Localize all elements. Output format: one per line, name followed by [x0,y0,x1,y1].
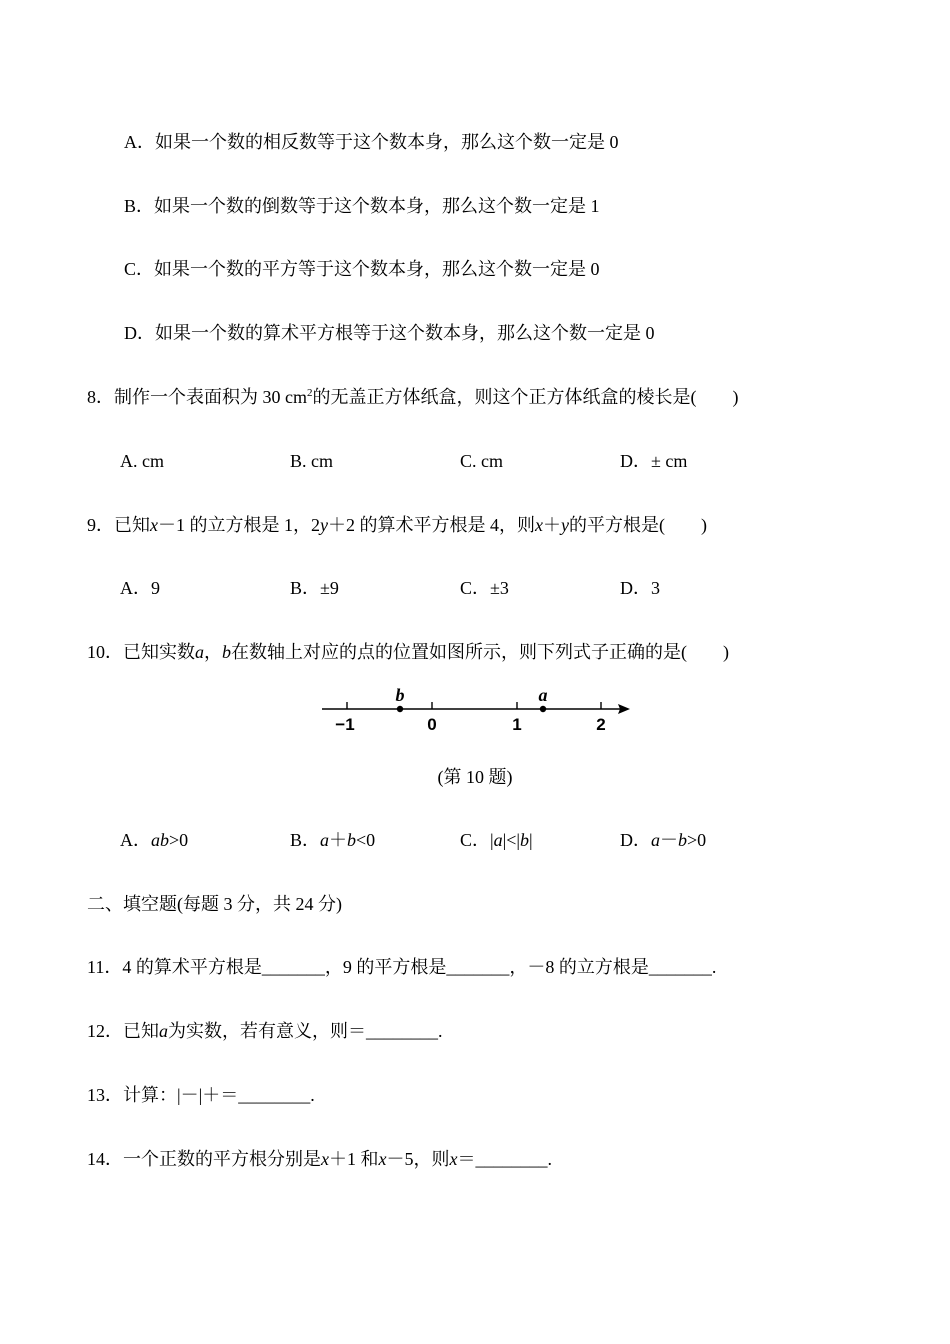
figure-caption: (第 10 题) [437,767,513,787]
point-a-label: a [538,685,548,705]
q7-option-c: C．如果一个数的平方等于这个数本身，那么这个数一定是 0 [124,259,600,279]
q10-option-b: B．a＋b<0 [290,830,376,850]
section-2-title: 二、填空题(每题 3 分，共 24 分) [87,894,342,914]
q13-stem: 13．计算：|－|＋＝________. [87,1085,315,1105]
q8-option-c: C. cm [460,451,503,471]
q9-option-a: A．9 [120,578,160,598]
number-line-figure [318,682,638,742]
q9-option-c: C．±3 [460,578,509,598]
point-a [540,706,546,712]
q14-stem: 14．一个正数的平方根分别是x＋1 和x－5，则x＝________. [87,1149,552,1169]
q10-option-a: A．ab>0 [120,830,189,850]
point-b [397,706,403,712]
point-b-label: b [395,685,405,705]
q8-option-b: B. cm [290,451,333,471]
tick-label-2: 2 [596,715,606,734]
tick-label-1: 1 [512,715,522,734]
q10-stem: 10．已知实数a，b在数轴上对应的点的位置如图所示，则下列式子正确的是( ) [87,642,729,662]
q7-option-a: A．如果一个数的相反数等于这个数本身，那么这个数一定是 0 [124,132,619,152]
tick-label-minus-1: −1 [335,715,355,734]
q12-stem: 12．已知a为实数，若有意义，则＝________. [87,1021,443,1041]
q10-option-d: D．a－b>0 [620,830,707,850]
q7-option-b: B．如果一个数的倒数等于这个数本身，那么这个数一定是 1 [124,196,600,216]
q8-option-d: D．± cm [620,451,688,471]
q9-stem: 9．已知x－1 的立方根是 1，2y＋2 的算术平方根是 4，则x＋y的平方根是( ) [87,515,707,535]
q9-option-b: B．±9 [290,578,339,598]
q10-option-c: C．|a|<|b| [460,830,533,850]
tick-label-0: 0 [427,715,437,734]
q8-stem: 8．制作一个表面积为 30 $cm^2$的无盖正方体纸盒，则这个正方体纸盒的棱长是( ) [87,387,739,407]
q8-option-a: A. cm [120,451,164,471]
q9-option-d: D．3 [620,578,660,598]
q11-stem: 11．4 的算术平方根是_______，9 的平方根是_______，－8 的立方根是_______. [87,957,717,977]
q7-option-d: D．如果一个数的算术平方根等于这个数本身，那么这个数一定是 0 [124,323,655,343]
